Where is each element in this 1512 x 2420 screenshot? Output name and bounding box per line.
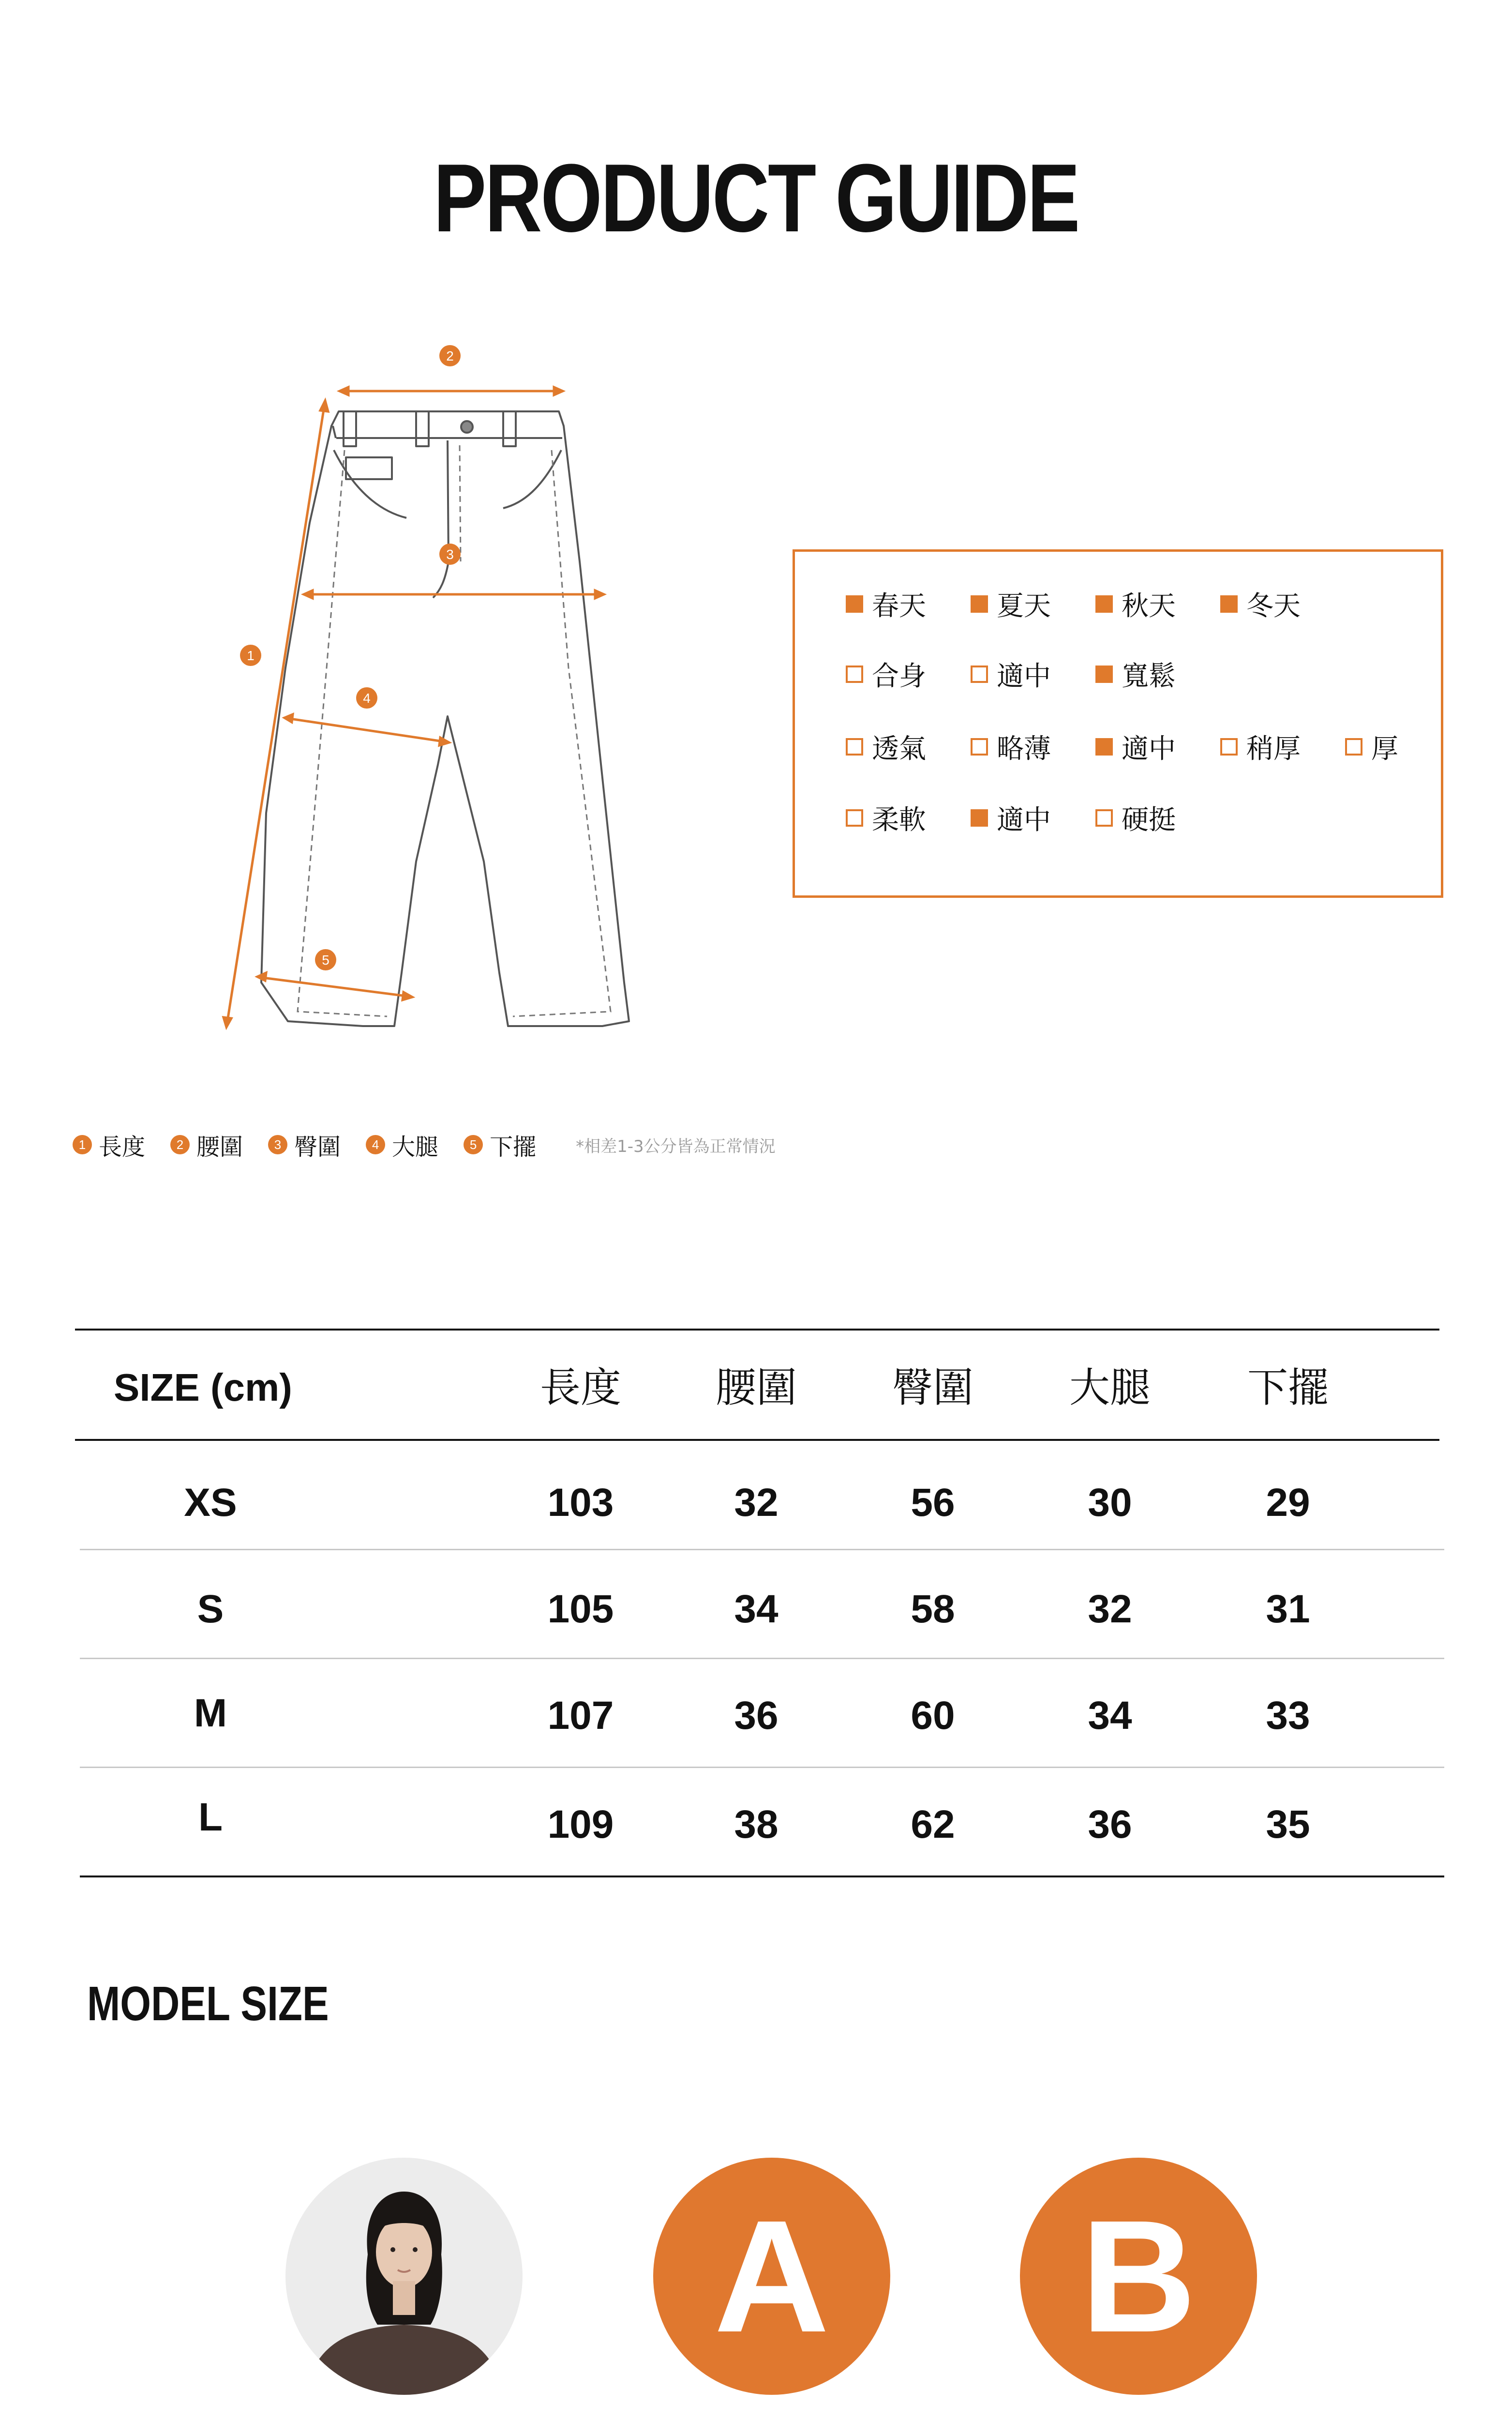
cell-length: 109: [547, 1802, 614, 1846]
avatar-portrait-icon: [285, 2158, 523, 2395]
header-waist: 腰圍: [715, 1364, 797, 1411]
table-bottom-rule: [80, 1876, 1444, 1877]
marker-2: 2: [446, 348, 454, 363]
season-row: [846, 587, 1345, 621]
table-top-rule: [75, 1329, 1439, 1331]
cell-waist: 32: [734, 1481, 778, 1525]
checkbox-unchecked: [1345, 738, 1362, 756]
checkbox-checked: [846, 595, 863, 613]
number-badge: 2: [170, 1135, 190, 1154]
attr-item: 適中: [1095, 730, 1220, 764]
attr-item: 合身: [846, 657, 971, 691]
legend-item-length: 1 長度: [73, 1128, 145, 1162]
attr-item: 適中: [971, 657, 1095, 691]
cell-thigh: 34: [1088, 1694, 1132, 1738]
attr-item: 厚: [1345, 730, 1398, 764]
cell-thigh: 30: [1088, 1481, 1132, 1525]
attr-item: 透氣: [846, 730, 971, 764]
page-title: PRODUCT GUIDE: [433, 144, 1079, 252]
cell-waist: 34: [734, 1587, 778, 1631]
header-rule: [75, 1439, 1439, 1441]
size-label: L: [198, 1795, 223, 1839]
cell-waist: 38: [734, 1802, 778, 1846]
cell-length: 107: [547, 1694, 614, 1738]
number-badge: 4: [366, 1135, 385, 1154]
checkbox-unchecked: [846, 809, 863, 827]
cell-length: 103: [547, 1481, 614, 1525]
attr-item: 秋天: [1095, 587, 1220, 621]
cell-hip: 56: [911, 1481, 955, 1525]
checkbox-unchecked: [846, 738, 863, 756]
number-badge: 1: [73, 1135, 92, 1154]
checkbox-checked: [1095, 666, 1113, 683]
checkbox-unchecked: [971, 666, 988, 683]
row-divider: [80, 1549, 1444, 1550]
header-size: SIZE (cm): [114, 1366, 292, 1409]
size-label: M: [194, 1691, 227, 1735]
cell-thigh: 32: [1088, 1587, 1132, 1631]
cell-thigh: 36: [1088, 1802, 1132, 1846]
row-divider: [80, 1767, 1444, 1768]
fabric-attributes-box: [793, 549, 1443, 898]
checkbox-unchecked: [971, 738, 988, 756]
legend-item-waist: 2 腰圍: [170, 1128, 243, 1162]
number-badge: 5: [464, 1135, 483, 1154]
size-label: S: [197, 1587, 224, 1631]
model-badge-b: B: [1020, 2158, 1257, 2395]
model-badge-a: A: [653, 2158, 890, 2395]
attr-item: 冬天: [1220, 587, 1345, 621]
row-divider: [80, 1658, 1444, 1659]
legend-item-hip: 3 臀圍: [268, 1128, 341, 1162]
cell-hem: 31: [1266, 1587, 1310, 1631]
attr-item: 春天: [846, 587, 971, 621]
attr-item: 柔軟: [846, 801, 971, 835]
thickness-row: [846, 730, 1398, 764]
header-length: 長度: [539, 1364, 621, 1411]
attr-item: 夏天: [971, 587, 1095, 621]
model-size-title: MODEL SIZE: [87, 1977, 329, 2031]
checkbox-unchecked: [1095, 809, 1113, 827]
checkbox-checked: [1095, 595, 1113, 613]
checkbox-checked: [971, 809, 988, 827]
checkbox-checked: [1095, 738, 1113, 756]
texture-row: [846, 801, 1220, 835]
pants-measurement-diagram: [213, 329, 687, 1055]
attr-item: 寬鬆: [1095, 657, 1220, 691]
attr-item: 硬挺: [1095, 801, 1220, 835]
number-badge: 3: [268, 1135, 287, 1154]
measurement-legend: [73, 1128, 776, 1162]
model-photo-lucy: [285, 2158, 523, 2395]
marker-3: 3: [446, 547, 454, 562]
cell-hem: 35: [1266, 1802, 1310, 1846]
marker-5: 5: [322, 953, 329, 968]
header-thigh: 大腿: [1069, 1364, 1151, 1411]
header-hip: 臀圍: [892, 1364, 973, 1411]
cell-hip: 60: [911, 1694, 955, 1738]
legend-item-hem: 5 下擺: [464, 1128, 536, 1162]
cell-hem: 29: [1266, 1481, 1310, 1525]
marker-1: 1: [247, 648, 254, 663]
tolerance-note: *相差1-3公分皆為正常情況: [576, 1136, 776, 1156]
cell-waist: 36: [734, 1694, 778, 1738]
legend-item-thigh: 4 大腿: [366, 1128, 438, 1162]
checkbox-unchecked: [846, 666, 863, 683]
size-label: XS: [184, 1481, 237, 1525]
header-hem: 下擺: [1247, 1364, 1329, 1411]
cell-hem: 33: [1266, 1694, 1310, 1738]
marker-4: 4: [363, 691, 371, 706]
attr-item: 稍厚: [1220, 730, 1345, 764]
cell-length: 105: [547, 1587, 614, 1631]
checkbox-checked: [1220, 595, 1238, 613]
checkbox-unchecked: [1220, 738, 1238, 756]
attr-item: 適中: [971, 801, 1095, 835]
fit-row: [846, 657, 1220, 691]
attr-item: 略薄: [971, 730, 1095, 764]
cell-hip: 58: [911, 1587, 955, 1631]
cell-hip: 62: [911, 1802, 955, 1846]
checkbox-checked: [971, 595, 988, 613]
